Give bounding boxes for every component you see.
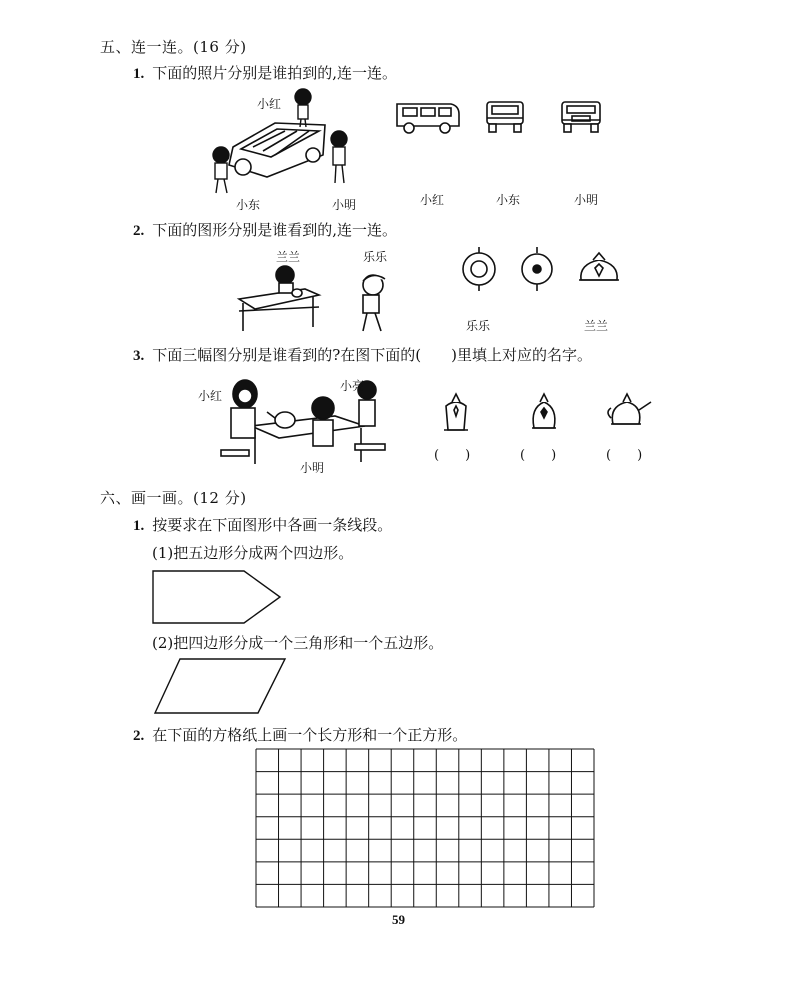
scene-label-xiaoliang: 小亮 bbox=[340, 379, 365, 393]
section-5-title: 五、连一连。(16 分) bbox=[100, 38, 247, 56]
sub-question-2: (2)把四边形分成一个三角形和一个五边形。 bbox=[152, 634, 444, 652]
answer-blank-2[interactable]: ( ) bbox=[520, 448, 557, 463]
answer-label-2: 小东 bbox=[496, 193, 521, 207]
sub-question-1: (1)把五边形分成两个四边形。 bbox=[152, 544, 354, 562]
kettle-view-left bbox=[438, 390, 474, 436]
kettle-view-middle bbox=[526, 390, 562, 436]
question-number: 1. bbox=[133, 66, 145, 82]
question-number: 1. bbox=[133, 518, 145, 534]
question-5-1 bbox=[133, 62, 397, 83]
scene-label-lanlan: 兰兰 bbox=[276, 250, 301, 264]
answer-label-lanlan: 兰兰 bbox=[584, 319, 609, 333]
question-number: 2. bbox=[133, 223, 145, 239]
question-6-1 bbox=[133, 514, 392, 535]
question-5-2 bbox=[133, 219, 397, 240]
car-back-view bbox=[483, 98, 527, 136]
scene-label-xiaoming: 小明 bbox=[332, 198, 357, 212]
question-text: 按要求在下面图形中各画一条线段。 bbox=[152, 516, 393, 534]
answer-blank-1[interactable]: ( ) bbox=[434, 448, 471, 463]
question-number: 3. bbox=[133, 348, 145, 364]
question-text: 下面三幅图分别是谁看到的?在图下面的( )里填上对应的名字。 bbox=[152, 346, 592, 364]
teapot-scene-illustration bbox=[235, 255, 400, 335]
page-number: 59 bbox=[392, 912, 405, 927]
question-text: 下面的照片分别是谁拍到的,连一连。 bbox=[152, 64, 398, 82]
scene-label-xiaohong-3: 小红 bbox=[198, 389, 223, 403]
car-scene-illustration bbox=[205, 85, 375, 210]
question-number: 2. bbox=[133, 728, 145, 744]
answer-label-1: 小红 bbox=[420, 193, 445, 207]
scene-label-xiaodong: 小东 bbox=[236, 198, 261, 212]
section-6-title: 六、画一画。(12 分) bbox=[100, 489, 247, 507]
parallelogram-shape[interactable] bbox=[152, 656, 288, 716]
answer-blank-3[interactable]: ( ) bbox=[606, 448, 643, 463]
grid-paper[interactable] bbox=[255, 748, 595, 908]
scene-label-xiaoming-3: 小明 bbox=[300, 461, 325, 475]
question-5-3 bbox=[133, 344, 592, 365]
question-6-2 bbox=[133, 724, 467, 745]
car-front-view bbox=[558, 98, 604, 136]
kettle-view-right bbox=[603, 388, 655, 432]
scene-label-lele: 乐乐 bbox=[363, 250, 388, 264]
scene-label-xiaohong: 小红 bbox=[257, 97, 282, 111]
answer-label-3: 小明 bbox=[574, 193, 599, 207]
teapot-view-side bbox=[455, 245, 503, 293]
pentagon-shape[interactable] bbox=[150, 568, 285, 626]
teapot-view-top bbox=[517, 245, 557, 293]
question-text: 下面的图形分别是谁看到的,连一连。 bbox=[152, 221, 398, 239]
answer-label-lele: 乐乐 bbox=[466, 319, 491, 333]
question-text: 在下面的方格纸上画一个长方形和一个正方形。 bbox=[152, 726, 468, 744]
table-scene-illustration bbox=[215, 372, 395, 467]
car-side-view bbox=[393, 100, 463, 136]
teapot-view-front bbox=[575, 250, 623, 290]
